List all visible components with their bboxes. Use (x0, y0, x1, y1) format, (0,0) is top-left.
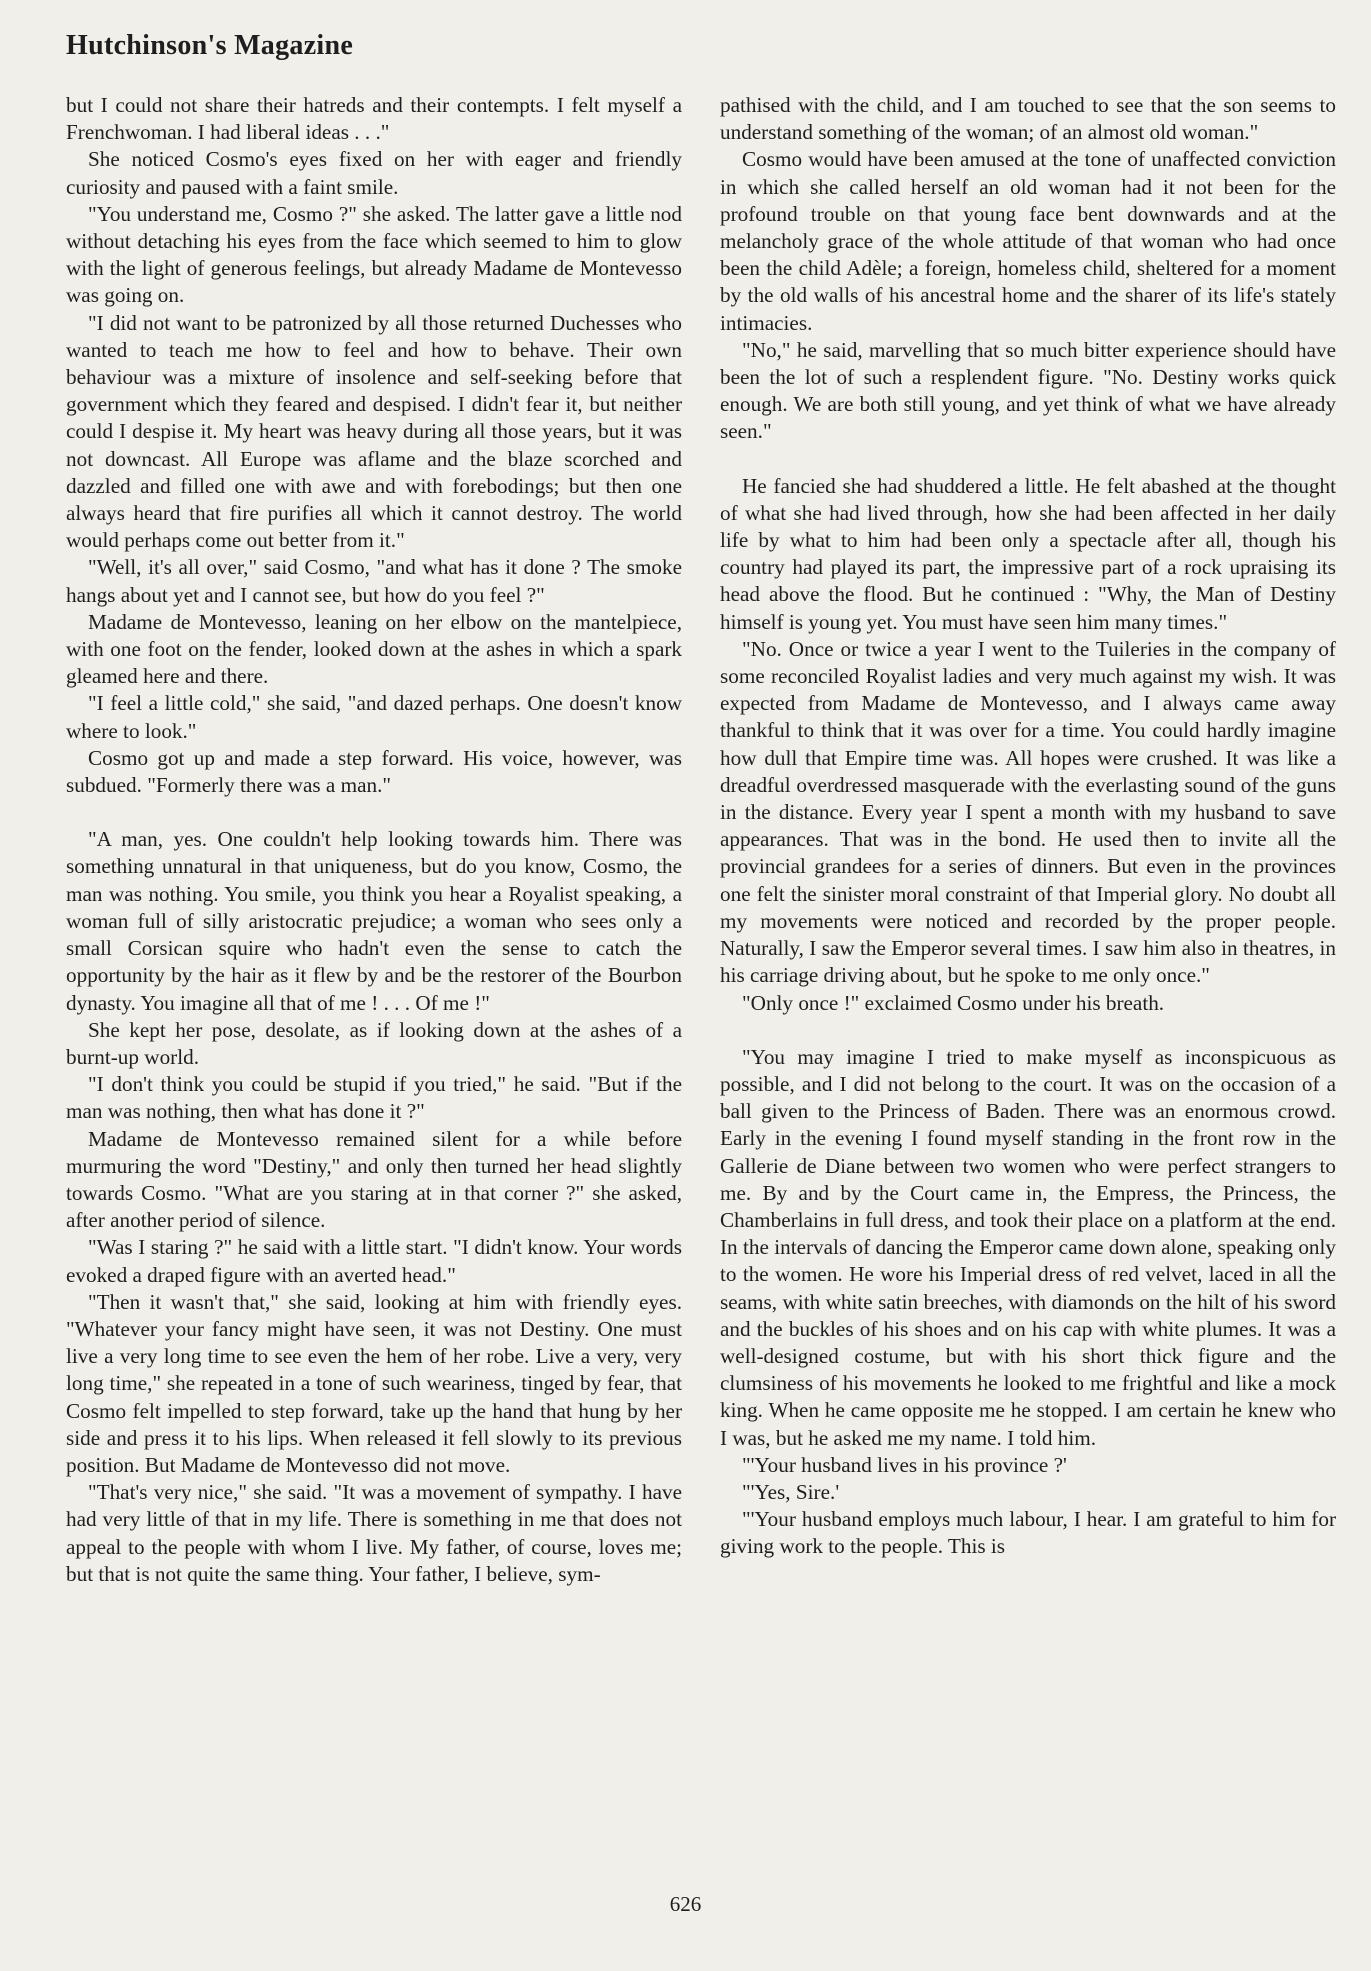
page-number: 626 (669, 1892, 702, 1916)
paragraph: "Only once !" exclaimed Cosmo under his breath. (742, 990, 1165, 1015)
paragraph: "You understand me, Cosmo ?" she asked. The latter gave a little nod without detaching his eyes from the face which seemed to him to glow with the light of generous feelings, but already Madame de Montevesso was going on. (66, 201, 682, 308)
paragraph: She noticed Cosmo's eyes fixed on her with eager and friendly curiosity and paused with a faint smile. (66, 147, 682, 199)
paragraph: "Was I staring ?" he said with a little start. "I didn't know. Your words evoked a draped figure with an averted head." (66, 1235, 682, 1287)
paragraph: "Then it wasn't that," she said, looking at him with friendly eyes. "Whatever your fancy might have seen, it was not Destiny. One must live a very long time to see even the hem of her robe. Live a very, very long time," she repeated in a tone of such weariness, tinged by fear, that Cosmo felt impelled to step forward, take up the hand that hung by her side and press it to his lips. When released it fell slowly to its previous position. But Madame de Montevesso did not move. (66, 1289, 682, 1477)
paragraph: Madame de Montevesso remained silent for a while before murmuring the word "Destiny," and only then turned her head slightly towards Cosmo. "What are you staring at in that corner ?" she asked, after another period of silence. (66, 1126, 682, 1233)
paragraph: "I don't think you could be stupid if you tried," he said. "But if the man was nothing, then what has done it ?" (66, 1072, 682, 1124)
paragraph: "Well, it's all over," said Cosmo, "and what has it done ? The smoke hangs about yet and I cannot see, but how do you feel ?" (66, 555, 682, 607)
right-column (720, 92, 1336, 1561)
paragraph: Cosmo would have been amused at the tone of unaffected conviction in which she called herself an old woman had it not been for the profound trouble on that young face bent downwards and at the melancholy grace of the whole attitude of that woman who had once been the child Adèle; a foreign, homeless child, sheltered for a moment by the old walls of his ancestral home and the sharer of its life's stately intimacies. (720, 147, 1336, 335)
paragraph: "I feel a little cold," she said, "and dazed perhaps. One doesn't know where to look." (66, 691, 682, 743)
paragraph: He fancied she had shuddered a little. He felt abashed at the thought of what she had lived through, how she had been affected in her daily life by what to him had been only a spectacle after all, though his country had played its part, the impressive part of a rock upraising its head above the flood. But he continued : "Why, the Man of Destiny himself is young yet. You must have seen him many times." (720, 473, 1336, 634)
paragraph: "I did not want to be patronized by all those returned Duchesses who wanted to teach me how to feel and how to behave. Their own behaviour was a mixture of insolence and self-seeking before that government which they feared and despised. I didn't fear it, but neither could I despise it. My heart was heavy during all those years, but it was not downcast. All Europe was aflame and the blaze scorched and dazzled and filled one with awe and with forebodings; but then one always heard that fire purifies all which it cannot destroy. The world would perhaps come out better from it." (66, 310, 682, 553)
paragraph: pathised with the child, and I am touched to see that the son seems to understand something of the woman; of an almost old woman." (720, 93, 1336, 145)
paragraph: "A man, yes. One couldn't help looking towards him. There was something unnatural in that uniqueness, but do you know, Cosmo, the man was nothing. You smile, you think you hear a Royalist speaking, a woman full of silly aristocratic prejudice; a woman who sees only a small Corsican squire who hadn't even the sense to catch the opportunity by the hair as it flew by and be the restorer of the Bourbon dynasty. You imagine all that of me ! . . . Of me !" (66, 827, 682, 1015)
magazine-title: Hutchinson's Magazine (66, 30, 354, 61)
paragraph: "'Yes, Sire.' (742, 1479, 840, 1504)
paragraph: but I could not share their hatreds and their contempts. I felt myself a Frenchwoman. I had liberal ideas . . ." (66, 93, 682, 145)
paragraph: "'Your husband lives in his province ?' (742, 1452, 1067, 1477)
paragraph: "That's very nice," she said. "It was a movement of sympathy. I have had very little of that in my life. There is something in me that does not appeal to the people with whom I live. My father, of course, loves me; but that is not quite the same thing. Your father, I believe, sym- (66, 1480, 682, 1586)
left-column (66, 92, 682, 1588)
paragraph: Cosmo got up and made a step forward. His voice, however, was subdued. "Formerly there was a man." (66, 745, 682, 798)
paragraph: "You may imagine I tried to make myself as inconspicuous as possible, and I did not belong to the court. It was on the occasion of a ball given to the Princess of Baden. There was an enormous crowd. Early in the evening I found myself standing in the front row in the Gallerie de Diane between two women who were perfect strangers to me. By and by the Court came in, the Empress, the Princess, the Chamberlains in full dress, and took their place on a platform at the end. In the intervals of dancing the Emperor came down alone, speaking only to the women. He wore his Imperial dress of red velvet, laced in all the seams, with white satin breeches, with diamonds on the hilt of his sword and the buckles of his shoes and on his cap with white plumes. It was a well-designed costume, but with his short thick figure and the clumsiness of his movements he looked to me frightful and like a mock king. When he came opposite me he stopped. I am certain he knew who I was, but he asked me my name. I told him. (720, 1044, 1336, 1450)
paragraph: "No. Once or twice a year I went to the Tuileries in the company of some reconciled Royalist ladies and very much against my wish. It was expected from Madame de Montevesso, and I always came away thankful to think that it was over for a time. You could hardly imagine how dull that Empire time was. All hopes were crushed. It was like a dreadful overdressed masquerade with the everlasting sound of the guns in the distance. Every year I spent a month with my husband to save appearances. That was in the bond. He used then to invite all the provincial grandees for a series of dinners. But even in the provinces one felt the sinister moral constraint of that Imperial glory. No doubt all my movements were noticed and recorded by the proper people. Naturally, I saw the Emperor several times. I saw him also in theatres, in his carriage driving about, but he spoke to me only once." (720, 636, 1336, 988)
paragraph: "No," he said, marvelling that so much bitter experience should have been the lot of such a resplendent figure. "No. Destiny works quick enough. We are both still young, and yet think of what we have already seen." (720, 337, 1336, 444)
paragraph: "'Your husband employs much labour, I hear. I am grateful to him for giving work to the people. This is (720, 1507, 1336, 1559)
paragraph: Madame de Montevesso, leaning on her elbow on the mantelpiece, with one foot on the fender, looked down at the ashes in which a spark gleamed here and there. (66, 609, 682, 689)
paragraph: She kept her pose, desolate, as if looking down at the ashes of a burnt-up world. (66, 1017, 682, 1069)
